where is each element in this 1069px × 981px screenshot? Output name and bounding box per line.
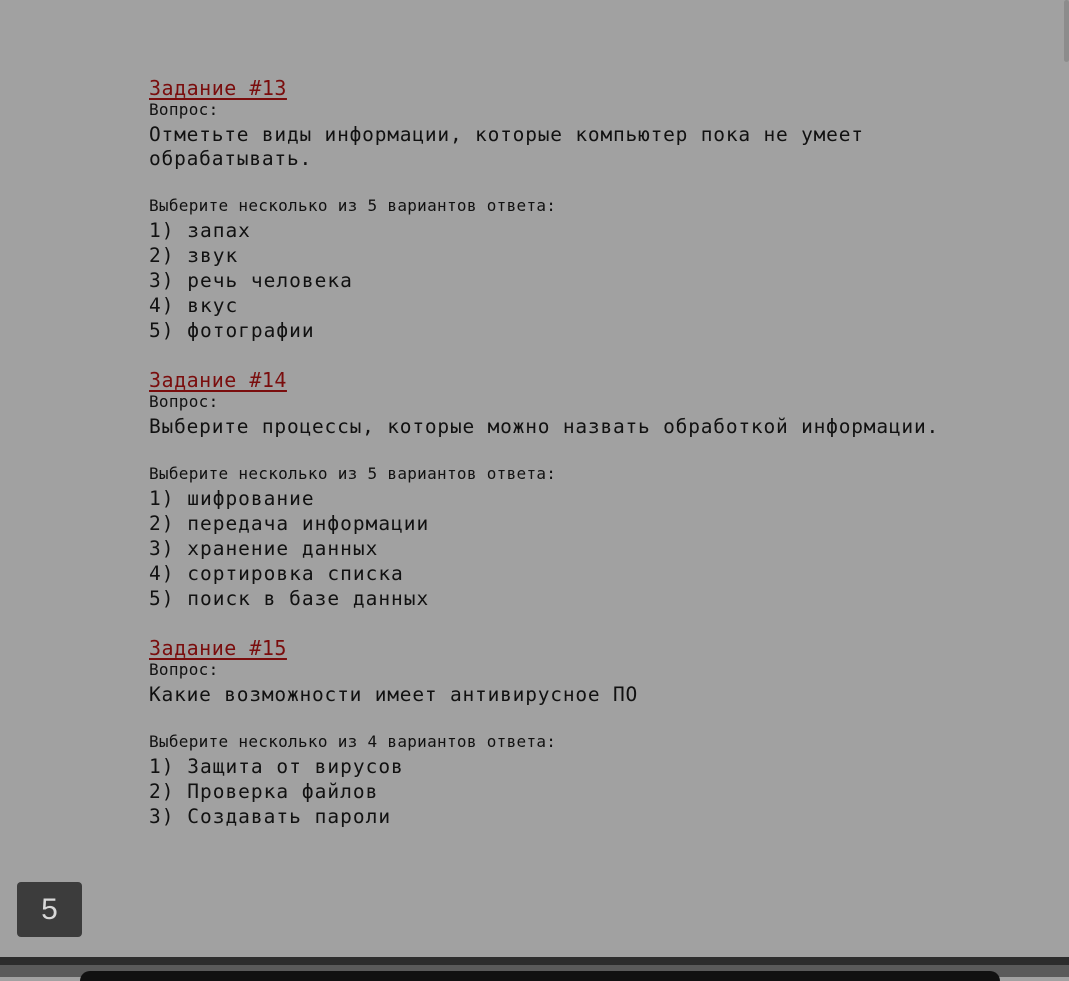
document-content	[149, 76, 1029, 829]
answer-option: 3) речь человека	[149, 269, 353, 292]
question-label: Вопрос:	[149, 392, 219, 411]
spacer	[149, 343, 1029, 368]
task-15	[149, 636, 1029, 829]
bottom-bar	[0, 957, 1069, 977]
answer-option: 3) хранение данных	[149, 537, 379, 560]
answers-label: Выберите несколько из 5 вариантов ответа:	[149, 196, 557, 215]
bottom-strip	[0, 957, 1069, 965]
task-title: Задание #13	[149, 76, 287, 100]
answers-label: Выберите несколько из 4 вариантов ответа:	[149, 732, 557, 751]
task-13	[149, 76, 1029, 343]
task-title: Задание #14	[149, 368, 287, 392]
answer-option: 4) вкус	[149, 294, 239, 317]
answer-option: 2) Проверка файлов	[149, 780, 379, 803]
question-text: Отметьте виды информации, которые компьютер пока не умеет обрабатывать.	[149, 123, 864, 170]
question-text: Выберите процессы, которые можно назвать обработкой информации.	[149, 415, 940, 438]
answer-option: 1) шифрование	[149, 487, 315, 510]
page-number-badge[interactable]: 5	[17, 882, 82, 937]
scrollbar[interactable]	[1064, 0, 1069, 62]
answer-option: 5) поиск в базе данных	[149, 587, 430, 610]
task-14	[149, 368, 1029, 611]
options-list	[149, 486, 1029, 611]
question-label: Вопрос:	[149, 100, 219, 119]
options-list	[149, 218, 1029, 343]
question-text: Какие возможности имеет антивирусное ПО	[149, 683, 639, 706]
task-title: Задание #15	[149, 636, 287, 660]
answer-option: 1) запах	[149, 219, 251, 242]
answer-option: 4) сортировка списка	[149, 562, 404, 585]
answer-option: 2) передача информации	[149, 512, 430, 535]
answer-option: 3) Создавать пароли	[149, 805, 392, 828]
spacer	[149, 611, 1029, 636]
answer-option: 2) звук	[149, 244, 239, 267]
question-label: Вопрос:	[149, 660, 219, 679]
bottom-sheet-handle[interactable]	[80, 971, 1000, 981]
answers-label: Выберите несколько из 5 вариантов ответа:	[149, 464, 557, 483]
answer-option: 5) фотографии	[149, 319, 315, 342]
options-list	[149, 754, 1029, 829]
answer-option: 1) Защита от вирусов	[149, 755, 404, 778]
